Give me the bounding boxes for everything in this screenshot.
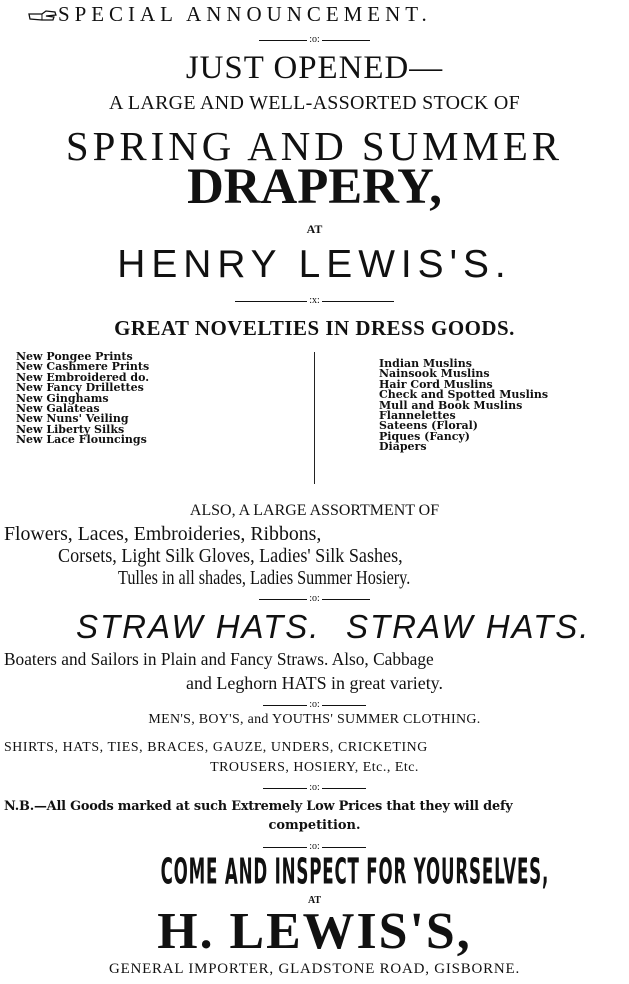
assortment-heading: ALSO, A LARGE ASSORTMENT OF — [189, 502, 440, 519]
dress-goods-left-list — [16, 352, 149, 446]
note-line-1: N.B.—All Goods marked at such Extremely Low Prices that they will defy — [4, 799, 513, 814]
list-item: Hair Cord Muslins — [379, 377, 493, 391]
stock-line: A LARGE AND WELL-ASSORTED STOCK OF — [109, 92, 520, 114]
hats-line-2: and Leghorn HATS in great variety. — [185, 673, 443, 693]
pointing-hand-icon — [28, 9, 58, 23]
list-item: New Pongee Prints — [16, 350, 133, 363]
address-line: GENERAL IMPORTER, GLADSTONE ROAD, GISBORNE. — [108, 961, 521, 977]
hats-line-1: Boaters and Sailors in Plain and Fancy Straws. Also, Cabbage — [4, 649, 434, 669]
column-divider — [314, 352, 315, 484]
list-item: Diapers — [379, 440, 427, 454]
announcement-text: SPECIAL ANNOUNCEMENT. — [57, 2, 432, 26]
list-item: New Lace Flouncings — [16, 433, 147, 447]
separator-5: :o: — [0, 783, 629, 793]
drapery-heading: DRAPERY, — [187, 159, 442, 215]
list-item: Nainsook Muslins — [379, 367, 490, 381]
separator-3: :o: — [0, 594, 629, 604]
henry-lewis-heading: HENRY LEWIS'S. — [117, 243, 512, 286]
separator-2: :x: — [0, 296, 629, 306]
dress-goods-heading: GREAT NOVELTIES IN DRESS GOODS. — [114, 316, 515, 340]
list-item: Flannelettes — [379, 409, 456, 423]
list-item: New Ginghams — [16, 391, 109, 405]
list-item: Piques (Fancy) — [379, 429, 470, 443]
spring-summer-heading: SPRING AND SUMMER — [65, 123, 564, 169]
at-label-2: AT — [307, 895, 322, 906]
list-item: Check and Spotted Muslins — [379, 388, 549, 402]
list-item: New Liberty Silks — [16, 422, 125, 436]
dress-goods-right-list — [379, 359, 548, 453]
note-line-2: competition. — [268, 818, 361, 833]
straw-hats-heading-left: STRAW HATS. — [76, 608, 321, 645]
h-lewis-heading: H. LEWIS'S, — [157, 903, 472, 960]
separator-6: :o: — [0, 842, 629, 852]
come-inspect-text: COME AND INSPECT FOR YOURSELVES, — [160, 851, 550, 893]
clothing-line-1: SHIRTS, HATS, TIES, BRACES, GAUZE, UNDERS, CRICKETING — [4, 740, 428, 755]
assortment-line-1: Flowers, Laces, Embroideries, Ribbons, — [4, 523, 322, 545]
list-item: New Fancy Drillettes — [16, 381, 144, 395]
list-item: New Galateas — [16, 402, 100, 416]
clothing-line-2: TROUSERS, HOSIERY, Etc., Etc. — [210, 760, 419, 775]
announcement-line — [28, 4, 627, 25]
separator-1: :o: — [0, 35, 629, 45]
separator-4: :o: — [0, 700, 629, 710]
list-item: Mull and Book Muslins — [379, 398, 523, 412]
list-item: New Embroidered do. — [16, 370, 150, 384]
at-label-1: AT — [306, 222, 323, 236]
list-item: New Nuns' Veiling — [16, 412, 129, 426]
assortment-line-3: Tulles in all shades, Ladies Summer Hosiery. — [118, 567, 411, 589]
clothing-heading: MEN'S, BOY'S, and YOUTHS' SUMMER CLOTHING. — [148, 712, 481, 727]
come-inspect-heading — [42, 851, 588, 897]
list-item: Sateens (Floral) — [379, 419, 479, 433]
assortment-line-2: Corsets, Light Silk Gloves, Ladies' Silk Sashes, — [58, 545, 403, 567]
straw-hats-heading-right: STRAW HATS. — [346, 608, 591, 645]
list-item: New Cashmere Prints — [16, 360, 150, 374]
list-item: Indian Muslins — [379, 357, 472, 370]
just-opened-heading: JUST OPENED— — [185, 50, 444, 86]
